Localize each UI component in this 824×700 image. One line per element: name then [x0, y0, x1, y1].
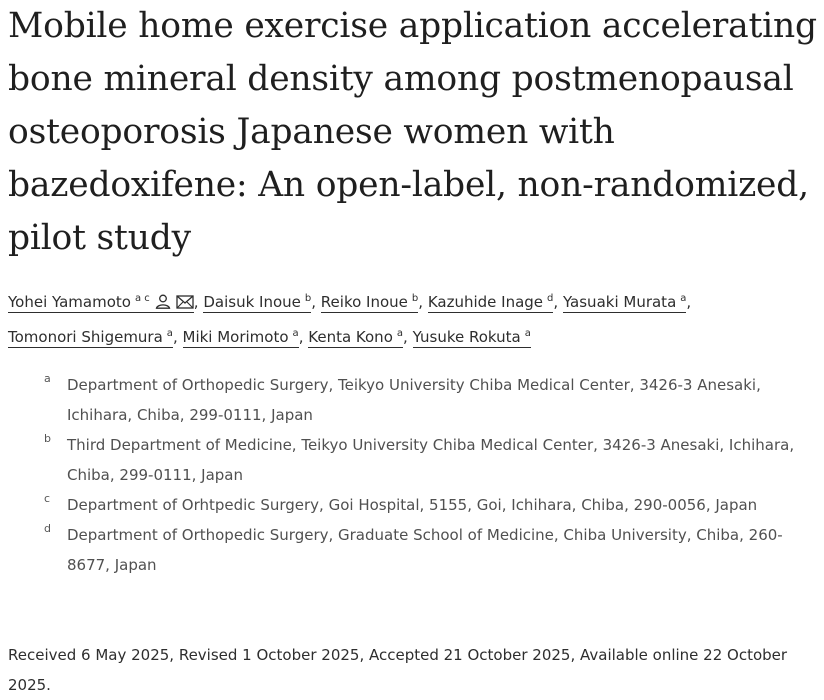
author-name: Yusuke Rokuta [412, 328, 521, 346]
author-link-shigemura[interactable] [8, 328, 173, 348]
affiliation-item [40, 370, 820, 430]
affiliation-label: b [44, 432, 51, 445]
affiliation-item [40, 520, 820, 580]
affiliation-text: Department of Orhtpedic Surgery, Goi Hospital, 5155, Goi, Ichihara, Chiba, 290-0056, Japan [67, 496, 758, 514]
author-separator: , [298, 328, 304, 346]
article-title: Mobile home exercise application accelerating bone mineral density among postmenopausal osteoporosis Japanese women with bazedoxifene: An open-label, non-randomized, pilot study [8, 6, 817, 258]
author-affil-marker: a [680, 293, 687, 304]
author-affil-marker: a [396, 328, 404, 339]
author-separator: , [418, 293, 424, 311]
author-separator: , [686, 293, 692, 311]
author-link-yamamoto[interactable] [8, 293, 194, 313]
affiliation-text: Third Department of Medicine, Teikyo University Chiba Medical Center, 3426-3 Anesaki, Ichihara, Chiba, 299-0111, Japan [67, 436, 795, 484]
author-name: Kazuhide Inage [427, 293, 544, 311]
author-name: Daisuk Inoue [203, 293, 301, 311]
author-affil-marker: b [411, 293, 419, 304]
author-affil-marker: a [524, 328, 531, 339]
author-separator: , [193, 293, 199, 311]
article-history: Received 6 May 2025, Revised 1 October 2025, Accepted 21 October 2025, Available online 22 October 2025. [8, 646, 788, 694]
affiliation-text: Department of Orthopedic Surgery, Graduate School of Medicine, Chiba University, Chiba, 260-8677, Japan [67, 526, 783, 574]
affiliation-label: a [44, 372, 51, 385]
author-name: Yohei Yamamoto [8, 293, 131, 311]
author-affil-marker: d [547, 293, 554, 304]
author-name: Kenta Kono [308, 328, 393, 346]
author-link-murata[interactable] [563, 293, 686, 313]
affiliation-text: Department of Orthopedic Surgery, Teikyo University Chiba Medical Center, 3426-3 Anesaki, Ichihara, Chiba, 299-0111, Japan [67, 376, 761, 424]
author-affil-marker: a c [134, 293, 150, 304]
affiliation-item [40, 490, 820, 520]
affiliation-item [40, 430, 820, 490]
author-link-inage[interactable] [428, 293, 554, 313]
author-affil-marker: a [292, 328, 299, 339]
author-name: Reiko Inoue [320, 293, 408, 311]
author-separator: , [553, 293, 559, 311]
author-separator: , [311, 293, 317, 311]
author-affil-marker: a [166, 328, 173, 339]
author-separator: , [403, 328, 408, 346]
mail-icon [176, 289, 194, 319]
author-separator: , [172, 328, 178, 346]
author-link-rokuta[interactable] [413, 328, 531, 348]
author-name: Miki Morimoto [182, 328, 289, 346]
author-link-inoue-d[interactable] [203, 293, 311, 313]
affiliation-list [40, 370, 820, 580]
author-list [8, 284, 820, 352]
author-link-inoue-r[interactable] [321, 293, 418, 313]
affiliation-label: d [44, 522, 51, 535]
author-name: Yasuaki Murata [562, 293, 677, 311]
affiliation-label: c [44, 492, 51, 505]
author-name: Tomonori Shigemura [8, 328, 163, 346]
person-icon [155, 289, 171, 319]
author-link-kono[interactable] [308, 328, 403, 348]
author-affil-marker: b [304, 293, 312, 304]
author-link-morimoto[interactable] [183, 328, 299, 348]
